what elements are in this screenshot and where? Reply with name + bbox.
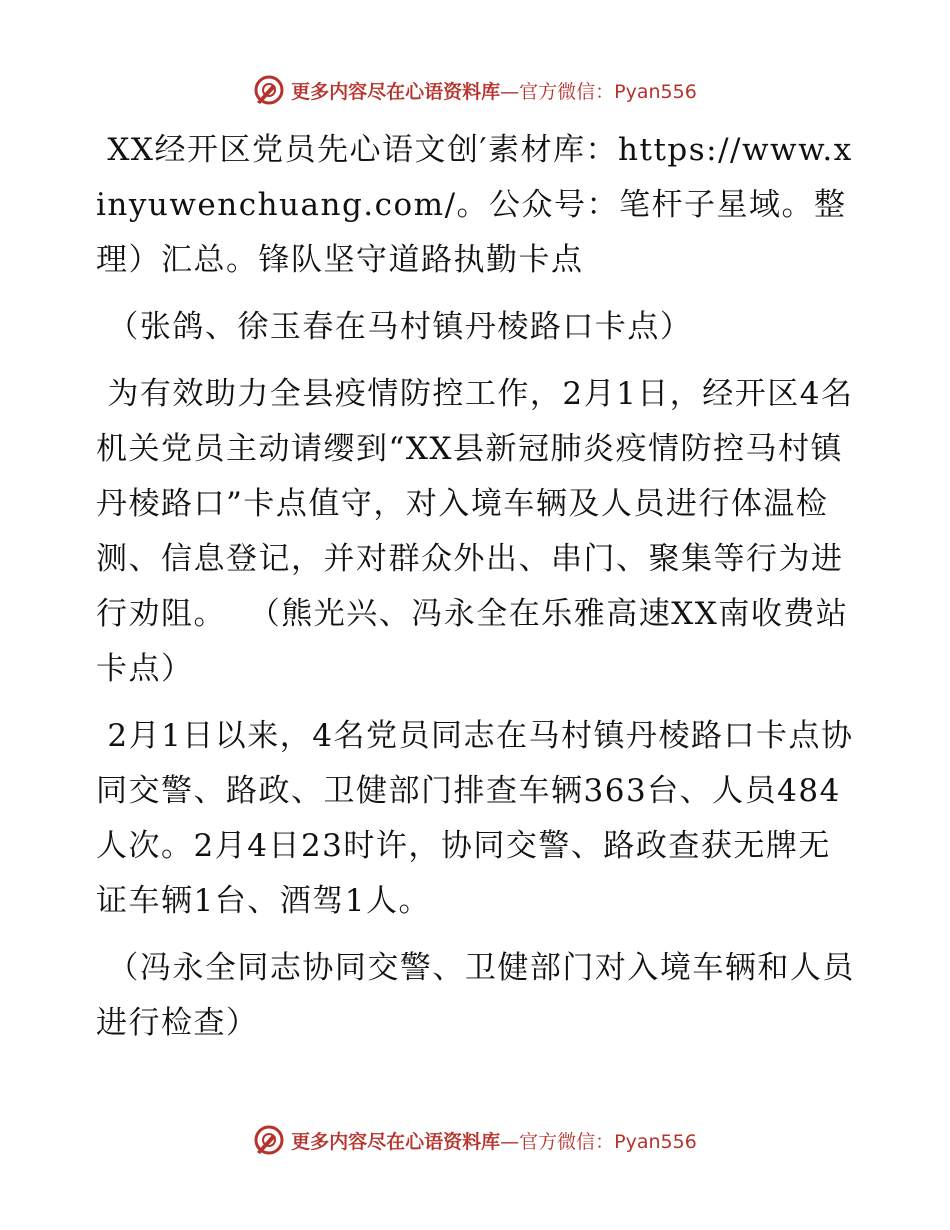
watermark-text: 更多内容尽在心语资料库—官方微信：Pyan556 [291, 80, 697, 103]
footer-watermark-banner [0, 1120, 950, 1160]
document-body [96, 123, 856, 1063]
pen-circle-logo-icon [253, 74, 285, 106]
watermark-text: 更多内容尽在心语资料库—官方微信：Pyan556 [291, 1130, 697, 1153]
paragraph-results: 2月1日以来，4名党员同志在马村镇丹棱路口卡点协同交警、路政、卫健部门排查车辆363台、人员484人次。2月4日23时许，协同交警、路政查获无牌无证车辆1台、酒驾1人。 [96, 718, 854, 919]
pen-circle-logo-icon [253, 1124, 285, 1156]
photo-caption-2: （冯永全同志协同交警、卫健部门对入境车辆和人员进行检查） [96, 950, 855, 1041]
paragraph-duty: 为有效助力全县疫情防控工作，2月1日，经开区4名机关党员主动请缨到“XX县新冠肺炎疫情防控马村镇丹棱路口”卡点值守，对入境车辆及人员进行体温检测、信息登记，并对群众外出、串门、聚集等行为进行劝阻。 （熊光兴、冯永全在乐雅高速XX南收费站卡点） [96, 376, 854, 687]
photo-caption-1: （张鸽、徐玉春在马村镇丹棱路口卡点） [96, 309, 693, 345]
header-watermark-banner [0, 70, 950, 110]
paragraph-intro: XX经开区党员先心语文创′素材库：https://www.xinyuwenchuang.com/。公众号：笔杆子星域。整理）汇总。锋队坚守道路执勤卡点 [96, 132, 853, 278]
